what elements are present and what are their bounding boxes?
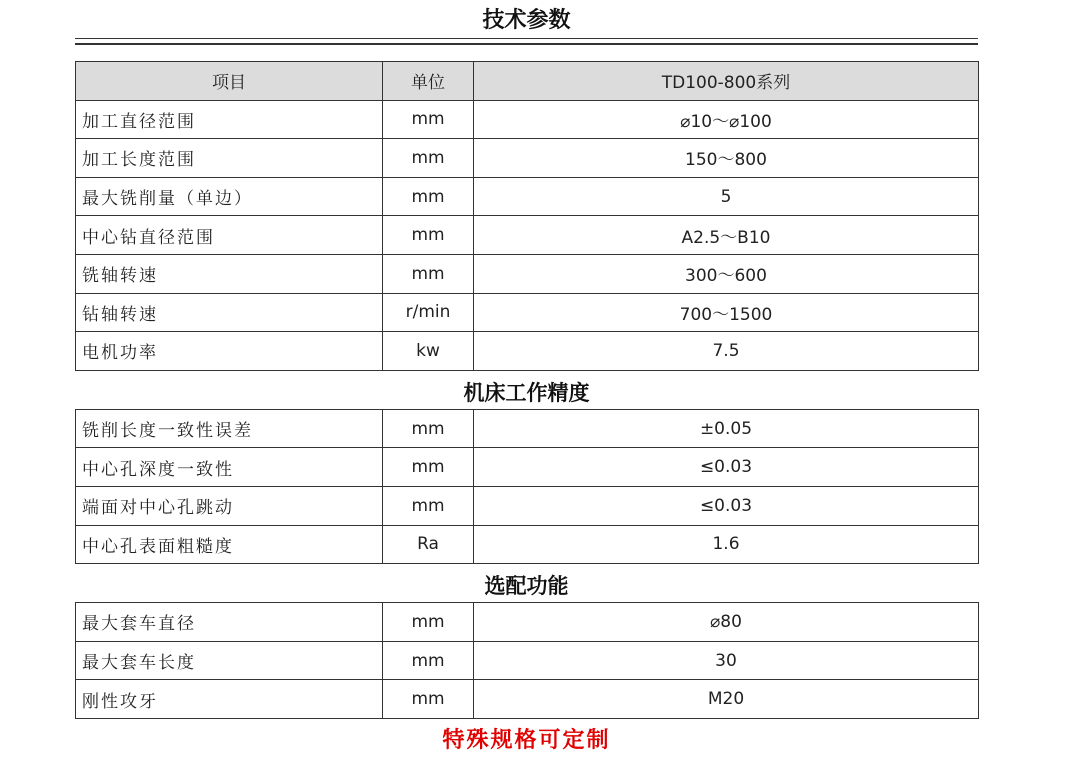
custom-spec-note: 特殊规格可定制 xyxy=(442,726,611,753)
table-row xyxy=(76,254,979,293)
cell-value: 30 xyxy=(474,641,979,680)
cell-unit: mm xyxy=(383,100,474,139)
cell-item: 钻轴转速 xyxy=(76,293,383,332)
table-row xyxy=(76,139,979,178)
cell-item: 电机功率 xyxy=(76,332,383,371)
header-value: TD100-800系列 xyxy=(474,62,979,101)
table-row xyxy=(76,216,979,255)
cell-value: A2.5～B10 xyxy=(474,216,979,255)
cell-unit: mm xyxy=(383,486,474,525)
cell-item: 端面对中心孔跳动 xyxy=(76,486,383,525)
cell-value: M20 xyxy=(474,680,979,719)
cell-unit: mm xyxy=(383,448,474,487)
cell-value: 7.5 xyxy=(474,332,979,371)
cell-unit: mm xyxy=(383,409,474,448)
cell-value: ≤0.03 xyxy=(474,448,979,487)
table-row xyxy=(76,680,979,719)
cell-value: ±0.05 xyxy=(474,409,979,448)
cell-item: 加工长度范围 xyxy=(76,139,383,178)
cell-unit: kw xyxy=(383,332,474,371)
table-row xyxy=(76,525,979,564)
cell-value: 150～800 xyxy=(474,139,979,178)
spec-sheet xyxy=(75,0,978,754)
cell-item: 中心孔深度一致性 xyxy=(76,448,383,487)
precision-section-title: 机床工作精度 xyxy=(463,379,590,405)
table-row xyxy=(76,332,979,371)
table-row xyxy=(76,100,979,139)
cell-value: ⌀10～⌀100 xyxy=(474,100,979,139)
cell-item: 铣轴转速 xyxy=(76,254,383,293)
title-divider xyxy=(75,38,978,45)
precision-table xyxy=(75,409,979,564)
cell-unit: mm xyxy=(383,139,474,178)
header-unit: 单位 xyxy=(383,62,474,101)
header-item: 项目 xyxy=(76,62,383,101)
cell-item: 中心孔表面粗糙度 xyxy=(76,525,383,564)
page-title: 技术参数 xyxy=(482,7,571,33)
cell-unit: r/min xyxy=(383,293,474,332)
cell-item: 刚性攻牙 xyxy=(76,680,383,719)
cell-item: 铣削长度一致性误差 xyxy=(76,409,383,448)
table-row xyxy=(76,177,979,216)
cell-value: 1.6 xyxy=(474,525,979,564)
cell-unit: mm xyxy=(383,216,474,255)
cell-value: ≤0.03 xyxy=(474,486,979,525)
spec-table xyxy=(75,61,979,371)
cell-unit: mm xyxy=(383,254,474,293)
options-table xyxy=(75,602,979,719)
cell-unit: mm xyxy=(383,177,474,216)
cell-value: ⌀80 xyxy=(474,603,979,642)
cell-unit: Ra xyxy=(383,525,474,564)
cell-value: 300～600 xyxy=(474,254,979,293)
cell-unit: mm xyxy=(383,603,474,642)
table-header-row xyxy=(76,62,979,101)
cell-item: 中心钻直径范围 xyxy=(76,216,383,255)
cell-unit: mm xyxy=(383,641,474,680)
table-row xyxy=(76,641,979,680)
table-row xyxy=(76,448,979,487)
table-row xyxy=(76,409,979,448)
cell-item: 最大套车直径 xyxy=(76,603,383,642)
cell-unit: mm xyxy=(383,680,474,719)
table-row xyxy=(76,603,979,642)
table-row xyxy=(76,293,979,332)
table-row xyxy=(76,486,979,525)
cell-item: 最大铣削量（单边） xyxy=(76,177,383,216)
cell-item: 最大套车长度 xyxy=(76,641,383,680)
cell-item: 加工直径范围 xyxy=(76,100,383,139)
cell-value: 5 xyxy=(474,177,979,216)
cell-value: 700～1500 xyxy=(474,293,979,332)
options-section-title: 选配功能 xyxy=(484,573,569,599)
